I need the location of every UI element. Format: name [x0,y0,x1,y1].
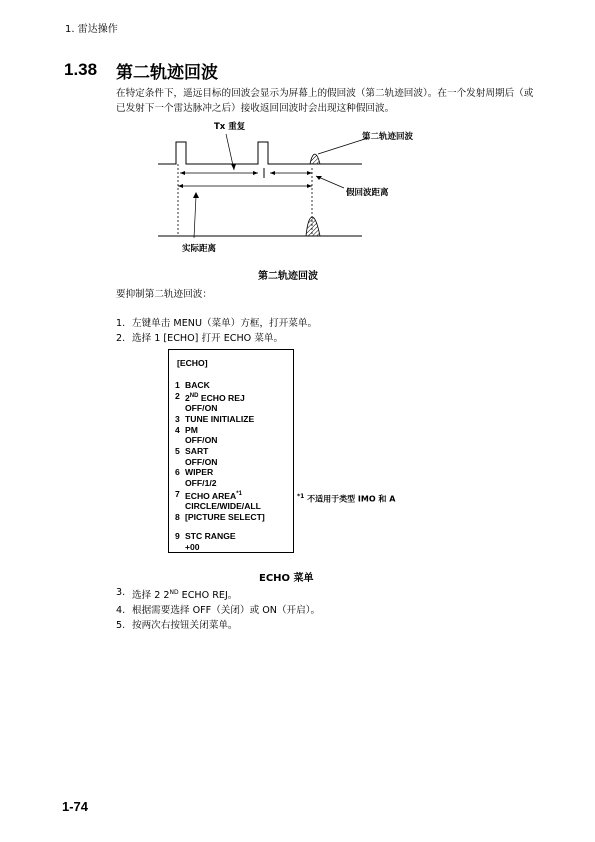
second-trace-echo-label: 第二轨迹回波 [362,132,414,142]
actual-echo-blip [306,217,320,236]
actual-range-label: 实际距离 [182,244,217,254]
step-text: 选择 1 [ECHO] 打开 ECHO 菜单。 [132,333,284,344]
step-number: 4. [116,605,126,617]
menu-item-tune-initialize[interactable]: 3 TUNE INITIALIZE [175,413,255,424]
transmit-pulse-waveform [158,142,362,164]
menu-item-option: CIRCLE/WIDE/ALL [185,501,261,512]
menu-item-pm[interactable]: 4 PM [175,424,198,435]
false-echo-range-label: 假回波距离 [346,188,389,198]
menu-item-2nd-echo-rej[interactable]: 2 2ND ECHO REJ [175,390,245,403]
menu-item-stc-range[interactable]: 9 STC RANGE [175,530,236,541]
menu-item-back[interactable]: 1 BACK [175,380,210,390]
menu-item-option: +00 [185,541,200,552]
step-number: 5. [116,620,126,632]
second-trace-echo-diagram [150,118,430,263]
second-trace-echo-blip [310,154,320,164]
intro-text: 要抑制第二轨迹回波： [116,289,212,300]
step-text: 左键单击 MENU（菜单）方框，打开菜单。 [132,318,318,329]
step-item [116,331,317,346]
footnote [297,493,395,505]
diagram-caption: 第二轨迹回波 [258,271,318,282]
menu-item-option: OFF/ON [185,456,218,467]
menu-item-wiper[interactable]: 6 WIPER [175,467,214,478]
step-item [116,603,320,618]
step-number: 2. [116,333,126,344]
menu-item-echo-area[interactable]: 7 ECHO AREA$^{*1}$ [175,488,242,501]
steps-list-a [116,316,317,346]
step-item [116,585,320,603]
steps-list-b [116,585,320,633]
menu-item-option: OFF/1/2 [185,478,217,489]
footnote-mark: *1 [297,493,305,500]
page-number: 1-74 [62,799,89,814]
section-number: 1.38 [64,60,98,79]
footnote-text: 不适用于类型 IMO 和 A [304,494,396,504]
menu-item-picture-select[interactable]: 8 [PICTURE SELECT] [175,512,265,523]
step-text: 选择 2 2ND ECHO REJ。 [132,589,238,602]
echo-menu-box [168,349,294,553]
step-item [116,316,317,331]
menu-item-sart[interactable]: 5 SART [175,446,209,457]
menu-title: [ECHO] [177,358,208,368]
menu-items [175,380,265,552]
step-number: 3. [116,587,126,598]
section-paragraph: 在特定条件下，遥远目标的回波会显示为屏幕上的假回波（第二轨迹回波）。在一个发射周期后（或已发射下一个雷达脉冲之后）接收返回回波时会出现这种假回波。 [116,88,534,114]
step-item [116,618,320,633]
menu-item-option: OFF/ON [185,403,218,414]
step-text: 按两次右按钮关闭菜单。 [132,620,238,632]
menu-item-option: OFF/ON [185,435,218,446]
menu-caption: ECHO 菜单 [259,573,314,584]
step-text: 根据需要选择 OFF（关闭）或 ON（开启）。 [132,605,321,617]
running-header: 1. 雷达操作 [65,24,118,35]
step-number: 1. [116,318,126,329]
section-title: 第二轨迹回波 [116,63,218,83]
tx-repeat-label: Tx 重复 [214,122,246,132]
